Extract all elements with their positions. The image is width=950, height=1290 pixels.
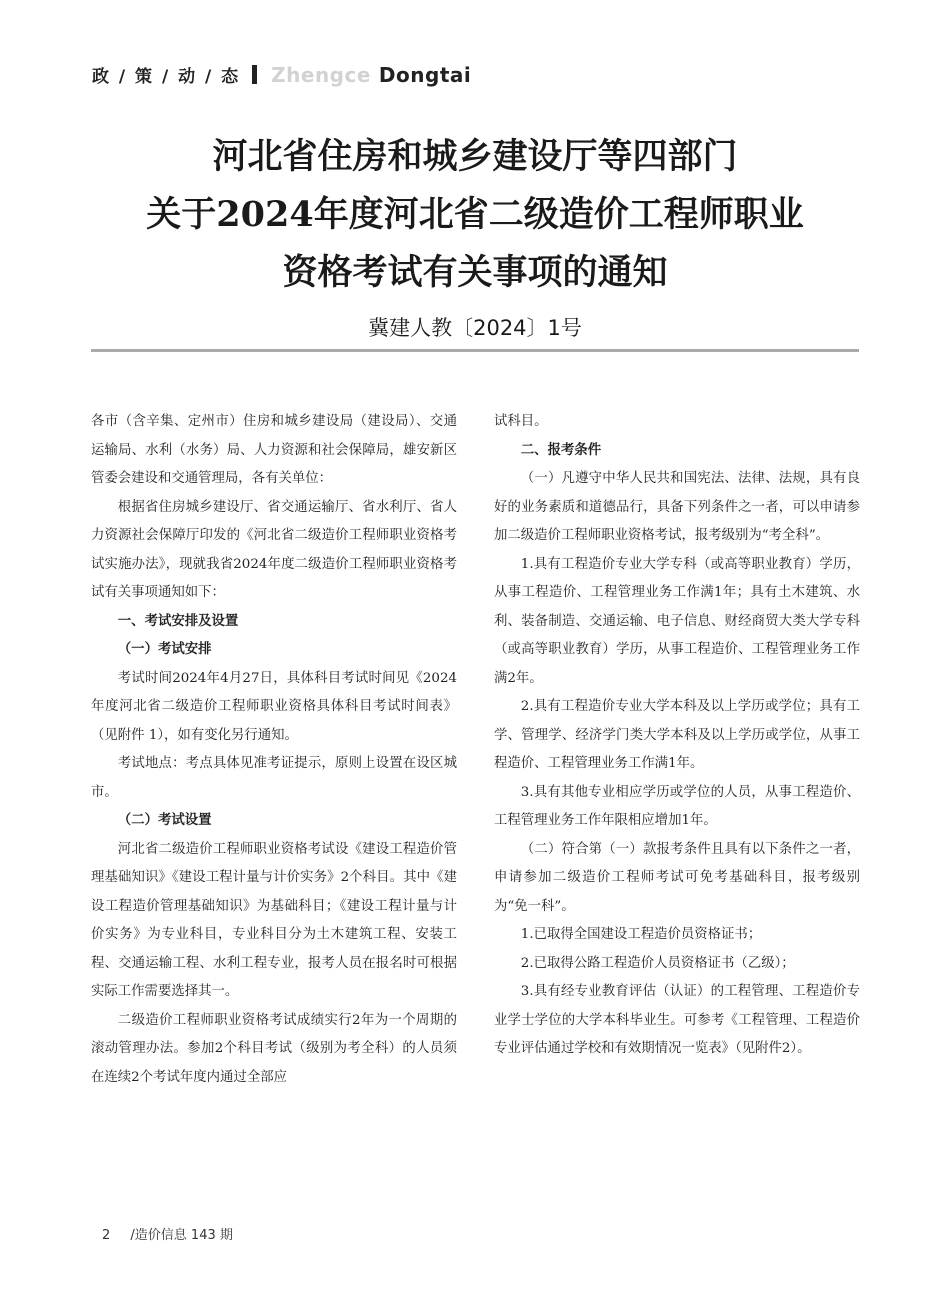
body-paragraph: 二级造价工程师职业资格考试成绩实行2年为一个周期的滚动管理办法。参加2个科目考试（级别为考全科）的人员须在连续2个考试年度内通过全部应 (91, 1012, 457, 1085)
body-paragraph: 3.具有经专业教育评估（认证）的工程管理、工程造价专业学士学位的大学本科毕业生。可参考《工程管理、工程造价专业评估通过学校和有效期情况一览表》（见附件2）。 (494, 984, 860, 1056)
document-number: 冀建人教〔2024〕1号 (368, 316, 582, 340)
body-paragraph: 2.具有工程造价专业大学本科及以上学历或学位；具有工学、管理学、经济学门类大学本科及以上学历或学位，从事工程造价、工程管理业务工作满1年。 (494, 699, 860, 771)
title-divider (91, 349, 859, 352)
body-paragraph: 考试地点：考点具体见准考证提示，原则上设置在设区城市。 (91, 756, 457, 800)
left-column (91, 408, 457, 1092)
body-paragraph: 根据省住房城乡建设厅、省交通运输厅、省水利厅、省人力资源社会保障厅印发的《河北省二级造价工程师职业资格考试实施办法》，现就我省2024年度二级造价工程师职业资格考试有关事项通知如下： (91, 499, 457, 600)
right-column (494, 408, 860, 1064)
section-label-en-light: Zhengce (271, 62, 371, 87)
section-label-en-dark: Dongtai (378, 62, 472, 87)
body-paragraph: 3.具有其他专业相应学历或学位的人员，从事工程造价、工程管理业务工作年限相应增加1年。 (494, 784, 860, 828)
section-header (92, 62, 471, 87)
body-paragraph: 各市（含辛集、定州市）住房和城乡建设局（建设局）、交通运输局、水利（水务）局、人力资源和社会保障局，雄安新区管委会建设和交通管理局，各有关单位： (91, 414, 457, 486)
article-title (60, 128, 890, 302)
body-paragraph: （二）符合第（一）款报考条件且具有以下条件之一者，申请参加二级造价工程师考试可免考基础科目，报考级别为“免一科”。 (494, 841, 860, 914)
publication-issue: /造价信息 143 期 (130, 1228, 233, 1243)
section-label-cn: 政 / 策 / 动 / 态 (92, 67, 241, 87)
body-paragraph: （一）凡遵守中华人民共和国宪法、法律、法规，具有良好的业务素质和道德品行，具备下列条件之一者，可以申请参加二级造价工程师职业资格考试，报考级别为“考全科”。 (494, 471, 860, 543)
header-divider-bar (252, 65, 257, 84)
title-line-3: 资格考试有关事项的通知 (282, 252, 668, 293)
title-line-1: 河北省住房和城乡建设厅等四部门 (212, 136, 738, 177)
body-paragraph: 河北省二级造价工程师职业资格考试设《建设工程造价管理基础知识》《建设工程计量与计价实务》2个科目。其中《建设工程造价管理基础知识》为基础科目；《建设工程计量与计价实务》为专业科目，专业科目分为土木建筑工程、安装工程、交通运输工程、水利工程专业，报考人员在报名时可根据实际工作需要选择其一。 (91, 841, 457, 999)
body-paragraph: 考试时间2024年4月27日，具体科目考试时间见《2024年度河北省二级造价工程师职业资格具体科目考试时间表》（见附件 1），如有变化另行通知。 (91, 670, 457, 743)
section-heading: 二、报考条件 (520, 442, 602, 458)
title-line-2: 关于2024年度河北省二级造价工程师职业 (146, 194, 804, 235)
body-paragraph: 2.已取得公路工程造价人员资格证书（乙级）； (520, 955, 795, 971)
body-paragraph: 1.具有工程造价专业大学专科（或高等职业教育）学历，从事工程造价、工程管理业务工作满1年；具有土木建筑、水利、装备制造、交通运输、电子信息、财经商贸大类大学专科（或高等职业教育）学历，从事工程造价、工程管理业务工作满2年。 (494, 556, 860, 686)
body-paragraph: 1.已取得全国建设工程造价员资格证书； (520, 927, 762, 942)
section-heading: （一）考试安排 (117, 642, 212, 657)
page-number: 2 (102, 1228, 111, 1243)
page-footer (102, 1224, 233, 1243)
body-paragraph: 试科目。 (494, 414, 548, 429)
section-heading: 一、考试安排及设置 (117, 613, 239, 629)
section-heading: （二）考试设置 (117, 813, 212, 828)
